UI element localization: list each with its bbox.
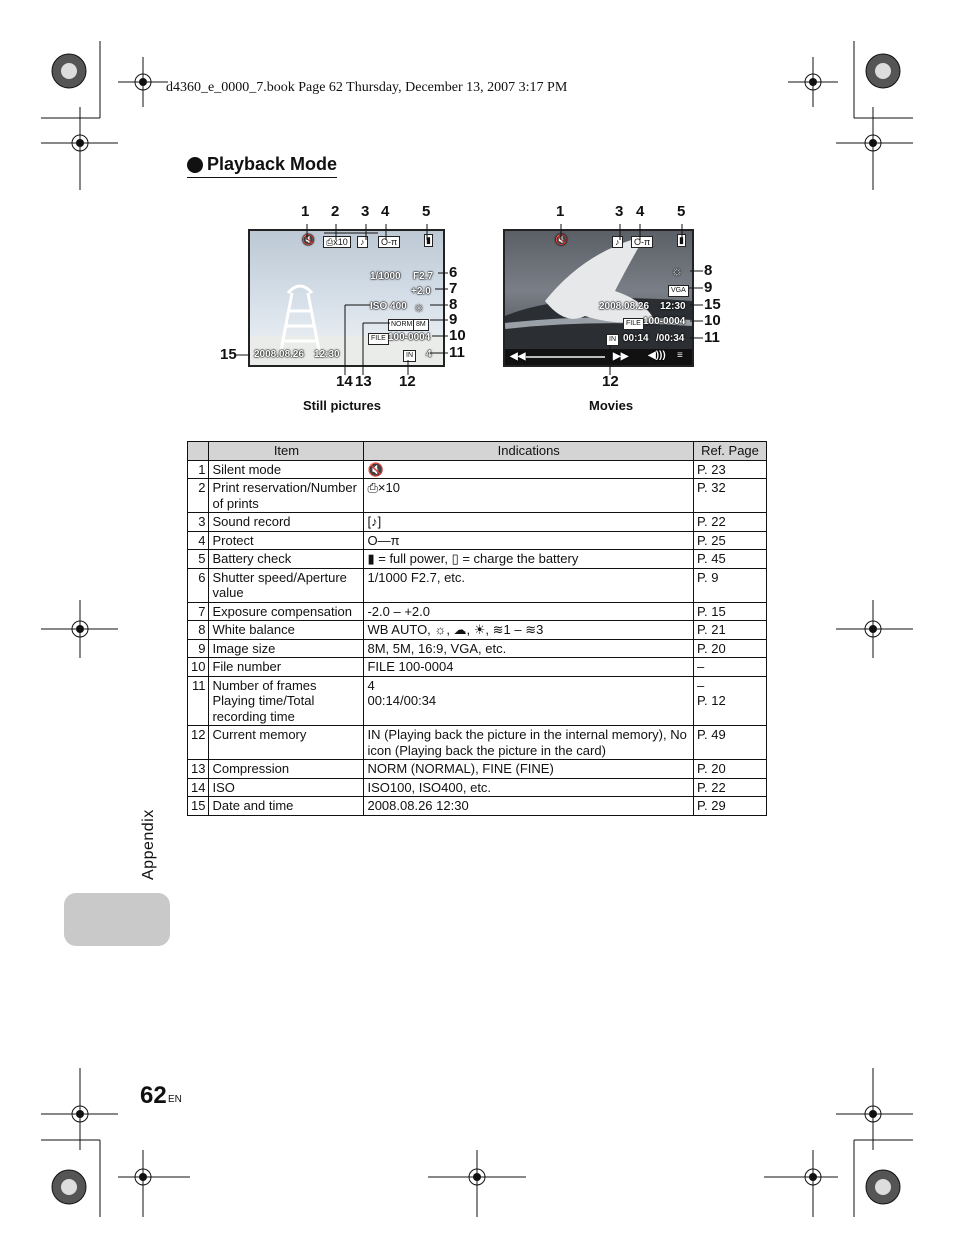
still-callout-lines [220,215,470,390]
row-number: 14 [188,778,209,797]
sound-record-icon: ♪ [612,236,623,248]
print-reservation-icon: ⎙x10 [323,236,351,248]
table-row [188,778,767,797]
row-indications: 4 00:14/00:34 [364,676,694,726]
row-indications: 1/1000 F2.7, etc. [364,568,694,602]
row-ref-page: P. 21 [694,621,767,640]
compression-icon: NORM [388,319,415,331]
section-title [187,154,337,178]
header-ref-page: Ref. Page [694,442,767,461]
row-item: Shutter speed/Aperture value [209,568,364,602]
protect-icon: O-π [378,236,400,248]
callout-11: 11 [449,344,465,361]
row-number: 3 [188,513,209,532]
table-row [188,550,767,569]
movie-callout-4: 4 [636,203,645,220]
callout-7: 7 [449,280,458,297]
row-ref-page: P. 45 [694,550,767,569]
exposure-value: +2.0 [411,286,431,297]
aperture-value: F2.7 [413,271,434,282]
callout-13: 13 [355,373,372,390]
callout-14: 14 [336,373,353,390]
movie-callout-9: 9 [704,279,713,296]
side-tab-label: Appendix [140,809,157,880]
movie-callout-8: 8 [704,262,713,279]
row-indications: WB AUTO, ☼, ☁, ☀, ≋1 – ≋3 [364,621,694,640]
row-number: 13 [188,760,209,779]
row-item: Compression [209,760,364,779]
movie-callout-3: 3 [615,203,624,220]
row-indications: ⎙×10 [364,479,694,513]
callout-8: 8 [449,296,458,313]
row-ref-page: P. 20 [694,639,767,658]
battery-icon: ▮ [679,235,684,245]
callout-9: 9 [449,311,458,328]
movie-callout-12: 12 [602,373,619,390]
row-number: 15 [188,797,209,816]
row-item: Protect [209,531,364,550]
row-indications: FILE 100-0004 [364,658,694,677]
row-item: Battery check [209,550,364,569]
time: 12:30 [660,301,686,312]
image-size-icon: 8M [413,319,429,331]
row-indications: ISO100, ISO400, etc. [364,778,694,797]
file-number: 100-0004 [643,316,686,327]
row-ref-page: P. 29 [694,797,767,816]
movie-callout-11: 11 [704,329,720,346]
table-row [188,568,767,602]
table-row [188,760,767,779]
row-item: Silent mode [209,460,364,479]
print-count: x10 [333,237,348,247]
row-ref-page: – P. 12 [694,676,767,726]
table-header-row [188,442,767,461]
side-tab-block [64,893,170,946]
callout-3: 3 [361,203,370,220]
row-ref-page: – [694,658,767,677]
table-body [188,460,767,815]
row-indications: IN (Playing back the picture in the internal memory), No icon (Playing back the picture in the card) [364,726,694,760]
rewind-icon[interactable]: ◀◀ [510,351,526,362]
section-title-text: Playback Mode [207,154,338,174]
date: 2008.08.26 [599,301,650,312]
row-ref-page: P. 22 [694,513,767,532]
table-row [188,531,767,550]
silent-mode-icon: 🔇 [302,235,315,246]
row-number: 10 [188,658,209,677]
table-row [188,658,767,677]
table-row [188,460,767,479]
callout-5: 5 [422,203,431,220]
row-ref-page: P. 49 [694,726,767,760]
row-item: Print reservation/Number of prints [209,479,364,513]
frames-count: 4 [426,349,432,360]
row-indications: O—π [364,531,694,550]
row-indications: ▮ = full power, ▯ = charge the battery [364,550,694,569]
row-number: 2 [188,479,209,513]
date: 2008.08.26 [254,349,305,360]
row-number: 12 [188,726,209,760]
internal-memory-icon: IN [606,334,619,346]
silent-mode-icon: 🔇 [555,235,568,246]
callout-1: 1 [301,203,310,220]
callout-2: 2 [331,203,340,220]
movie-callout-5: 5 [677,203,686,220]
row-item: White balance [209,621,364,640]
row-ref-page: P. 32 [694,479,767,513]
table-row [188,621,767,640]
volume-icon[interactable]: ◀))) [648,350,666,361]
still-caption: Still pictures [303,398,382,413]
protect-icon: O-π [631,236,653,248]
row-item: File number [209,658,364,677]
row-indications: 8M, 5M, 16:9, VGA, etc. [364,639,694,658]
table-row [188,639,767,658]
table-row [188,513,767,532]
row-item: Date and time [209,797,364,816]
iso-value: ISO 400 [370,301,407,312]
white-balance-icon: ☼ [671,263,683,278]
page-language: EN [168,1094,182,1105]
file-number: 100-0004 [388,332,431,343]
callout-12: 12 [399,373,416,390]
row-ref-page: P. 20 [694,760,767,779]
row-number: 7 [188,602,209,621]
row-ref-page: P. 25 [694,531,767,550]
internal-memory-icon: IN [403,350,416,362]
menu-icon[interactable]: ≡ [677,350,683,361]
row-item: Exposure compensation [209,602,364,621]
row-indications: 🔇 [364,460,694,479]
table-row [188,602,767,621]
bullet-icon [187,157,203,173]
movie-callout-15: 15 [704,296,721,313]
row-indications: 2008.08.26 12:30 [364,797,694,816]
sound-record-icon: ♪ [357,236,368,248]
callout-6: 6 [449,264,458,281]
battery-icon: ▮ [426,235,431,245]
row-ref-page: P. 15 [694,602,767,621]
header-item: Item [209,442,364,461]
row-indications: -2.0 – +2.0 [364,602,694,621]
row-number: 6 [188,568,209,602]
row-ref-page: P. 23 [694,460,767,479]
callout-15: 15 [220,346,237,363]
table-row [188,676,767,726]
page-number: 62 [140,1082,167,1109]
image-size-icon: VGA [668,285,689,297]
row-indications: NORM (NORMAL), FINE (FINE) [364,760,694,779]
white-balance-icon: ☼ [413,299,425,314]
callout-10: 10 [449,327,466,344]
row-ref-page: P. 22 [694,778,767,797]
file-icon: FILE [623,318,644,330]
row-item: Image size [209,639,364,658]
row-indications: [♪] [364,513,694,532]
play-time: 00:14 [623,333,649,344]
row-number: 4 [188,531,209,550]
table-row [188,726,767,760]
row-item: Current memory [209,726,364,760]
callout-4: 4 [381,203,390,220]
book-header: d4360_e_0000_7.book Page 62 Thursday, December 13, 2007 3:17 PM [166,80,568,95]
row-number: 1 [188,460,209,479]
row-item: Sound record [209,513,364,532]
file-icon: FILE [368,333,389,345]
row-number: 8 [188,621,209,640]
row-number: 11 [188,676,209,726]
header-indications: Indications [364,442,694,461]
row-item: ISO [209,778,364,797]
row-number: 5 [188,550,209,569]
movie-callout-10: 10 [704,312,721,329]
table-row [188,797,767,816]
forward-icon[interactable]: ▶▶ [613,351,629,362]
row-number: 9 [188,639,209,658]
row-item: Number of frames Playing time/Total recording time [209,676,364,726]
shutter-speed: 1/1000 [370,271,401,282]
movie-callout-1: 1 [556,203,565,220]
table-row [188,479,767,513]
time: 12:30 [314,349,340,360]
header-blank [188,442,209,461]
row-ref-page: P. 9 [694,568,767,602]
total-time: /00:34 [656,333,685,344]
movie-caption: Movies [589,398,634,413]
indications-table [187,441,767,816]
movie-callout-lines [540,215,720,390]
